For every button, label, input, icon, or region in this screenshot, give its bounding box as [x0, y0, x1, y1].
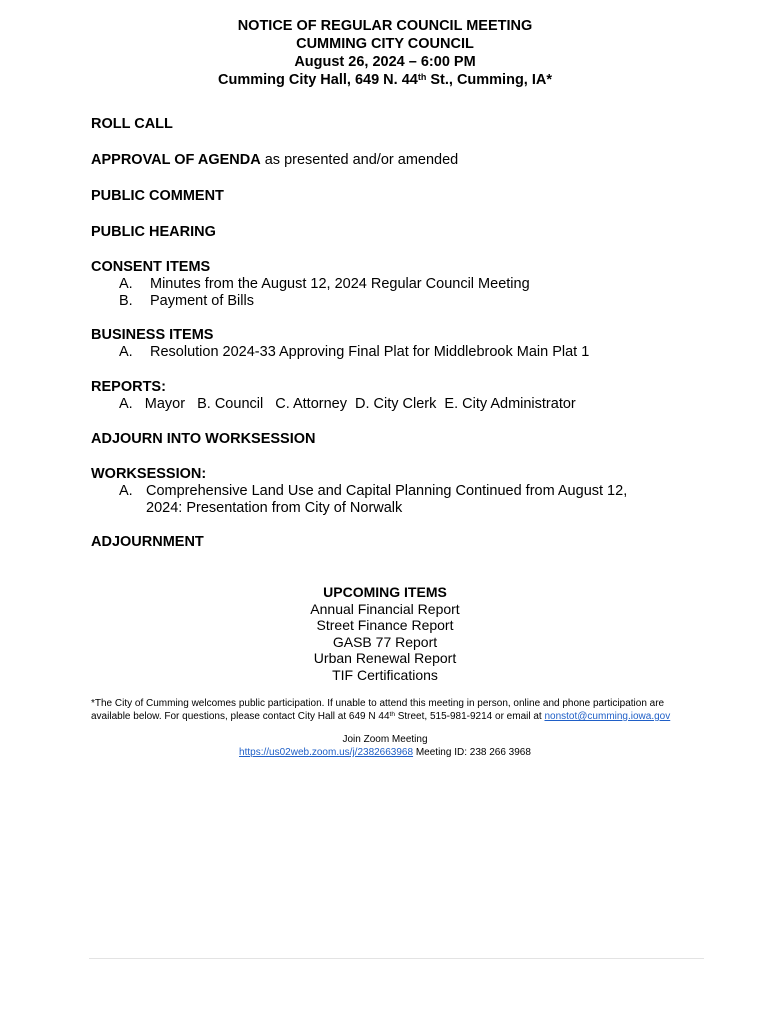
public-hearing-heading: PUBLIC HEARING: [91, 224, 216, 240]
worksession-item-text: Comprehensive Land Use and Capital Planning Continued from August 12, 2024: Presentation from City of Norwalk: [146, 483, 628, 516]
adjourn-worksession-heading: ADJOURN INTO WORKSESSION: [91, 431, 316, 447]
approval-note: as presented and/or amended: [260, 152, 459, 168]
consent-item-letter: A.: [119, 276, 133, 292]
header-location-sup: th: [417, 72, 427, 82]
consent-section: [91, 259, 530, 310]
upcoming-title: UPCOMING ITEMS: [323, 584, 447, 600]
header-date: August 26, 2024 – 6:00 PM: [294, 54, 476, 70]
header-location-post: St., Cumming, IA*: [426, 72, 552, 88]
public-comment-section: [91, 188, 224, 205]
reports-list: [91, 396, 584, 413]
business-item-letter: A.: [119, 344, 133, 360]
zoom-title: Join Zoom Meeting: [342, 734, 428, 745]
approval-section: [91, 152, 458, 169]
worksession-item: [91, 483, 666, 517]
header-location: [0, 71, 770, 89]
zoom-meeting-id: Meeting ID: 238 266 3968: [413, 747, 531, 758]
consent-item: [91, 293, 530, 310]
notice-text-pre: *The City of Cumming welcomes public participation. If unable to attend this meeting in person, online and phone participation are available below. For questions, please contact City Hall at 649 N 44: [91, 698, 665, 722]
upcoming-item: Annual Financial Report: [310, 600, 460, 617]
worksession-item-letter: A.: [119, 483, 133, 499]
report-item-city-administrator: E. City Administrator: [444, 396, 576, 412]
footer-divider: [89, 958, 704, 959]
upcoming-item: Street Finance Report: [316, 617, 454, 633]
header-location-pre: Cumming City Hall, 649 N. 44: [217, 72, 418, 88]
public-hearing-section: [91, 224, 216, 241]
business-item: [91, 344, 589, 361]
report-item-mayor: A. Mayor: [119, 396, 186, 412]
report-item-city-clerk: D. City Clerk: [355, 396, 437, 412]
adjournment-heading: ADJOURNMENT: [91, 534, 204, 550]
consent-heading: CONSENT ITEMS: [91, 259, 211, 275]
consent-item-text: Minutes from the August 12, 2024 Regular Council Meeting: [150, 276, 530, 292]
consent-item: [91, 276, 530, 293]
upcoming-item: Urban Renewal Report: [313, 650, 457, 666]
roll-call-heading: ROLL CALL: [91, 116, 173, 132]
worksession-section: [91, 466, 666, 517]
zoom-link-line: [0, 746, 770, 759]
business-item-text: Resolution 2024-33 Approving Final Plat for Middlebrook Main Plat 1: [150, 344, 590, 360]
consent-item-text: Payment of Bills: [150, 293, 254, 309]
zoom-link[interactable]: https://us02web.zoom.us/j/2382663968: [239, 747, 414, 758]
report-item-council: B. Council: [197, 396, 264, 412]
consent-item-letter: B.: [119, 293, 133, 309]
business-heading: BUSINESS ITEMS: [91, 327, 214, 343]
adjourn-worksession-section: [91, 431, 316, 448]
notice-text-post: Street, 515-981-9214 or email at: [394, 711, 545, 722]
zoom-info: [0, 733, 770, 759]
public-comment-heading: PUBLIC COMMENT: [91, 188, 224, 204]
adjournment-section: [91, 534, 204, 551]
roll-call-section: [91, 116, 173, 133]
upcoming-items: [0, 584, 770, 683]
business-section: [91, 327, 589, 361]
notice-text-sup: th: [389, 711, 395, 718]
upcoming-item: TIF Certifications: [332, 666, 438, 683]
worksession-heading: WORKSESSION:: [91, 466, 207, 482]
report-item-attorney: C. Attorney: [275, 396, 347, 412]
participation-notice: [91, 697, 691, 723]
header-title: NOTICE OF REGULAR COUNCIL MEETING: [237, 18, 533, 34]
reports-section: [91, 379, 584, 413]
approval-heading: APPROVAL OF AGENDA: [91, 152, 261, 168]
reports-heading: REPORTS:: [91, 379, 166, 395]
email-link[interactable]: nonstot@cumming.iowa.gov: [544, 711, 671, 722]
meeting-header: [0, 17, 770, 89]
header-council: CUMMING CITY COUNCIL: [296, 36, 474, 52]
upcoming-item: GASB 77 Report: [332, 633, 438, 650]
